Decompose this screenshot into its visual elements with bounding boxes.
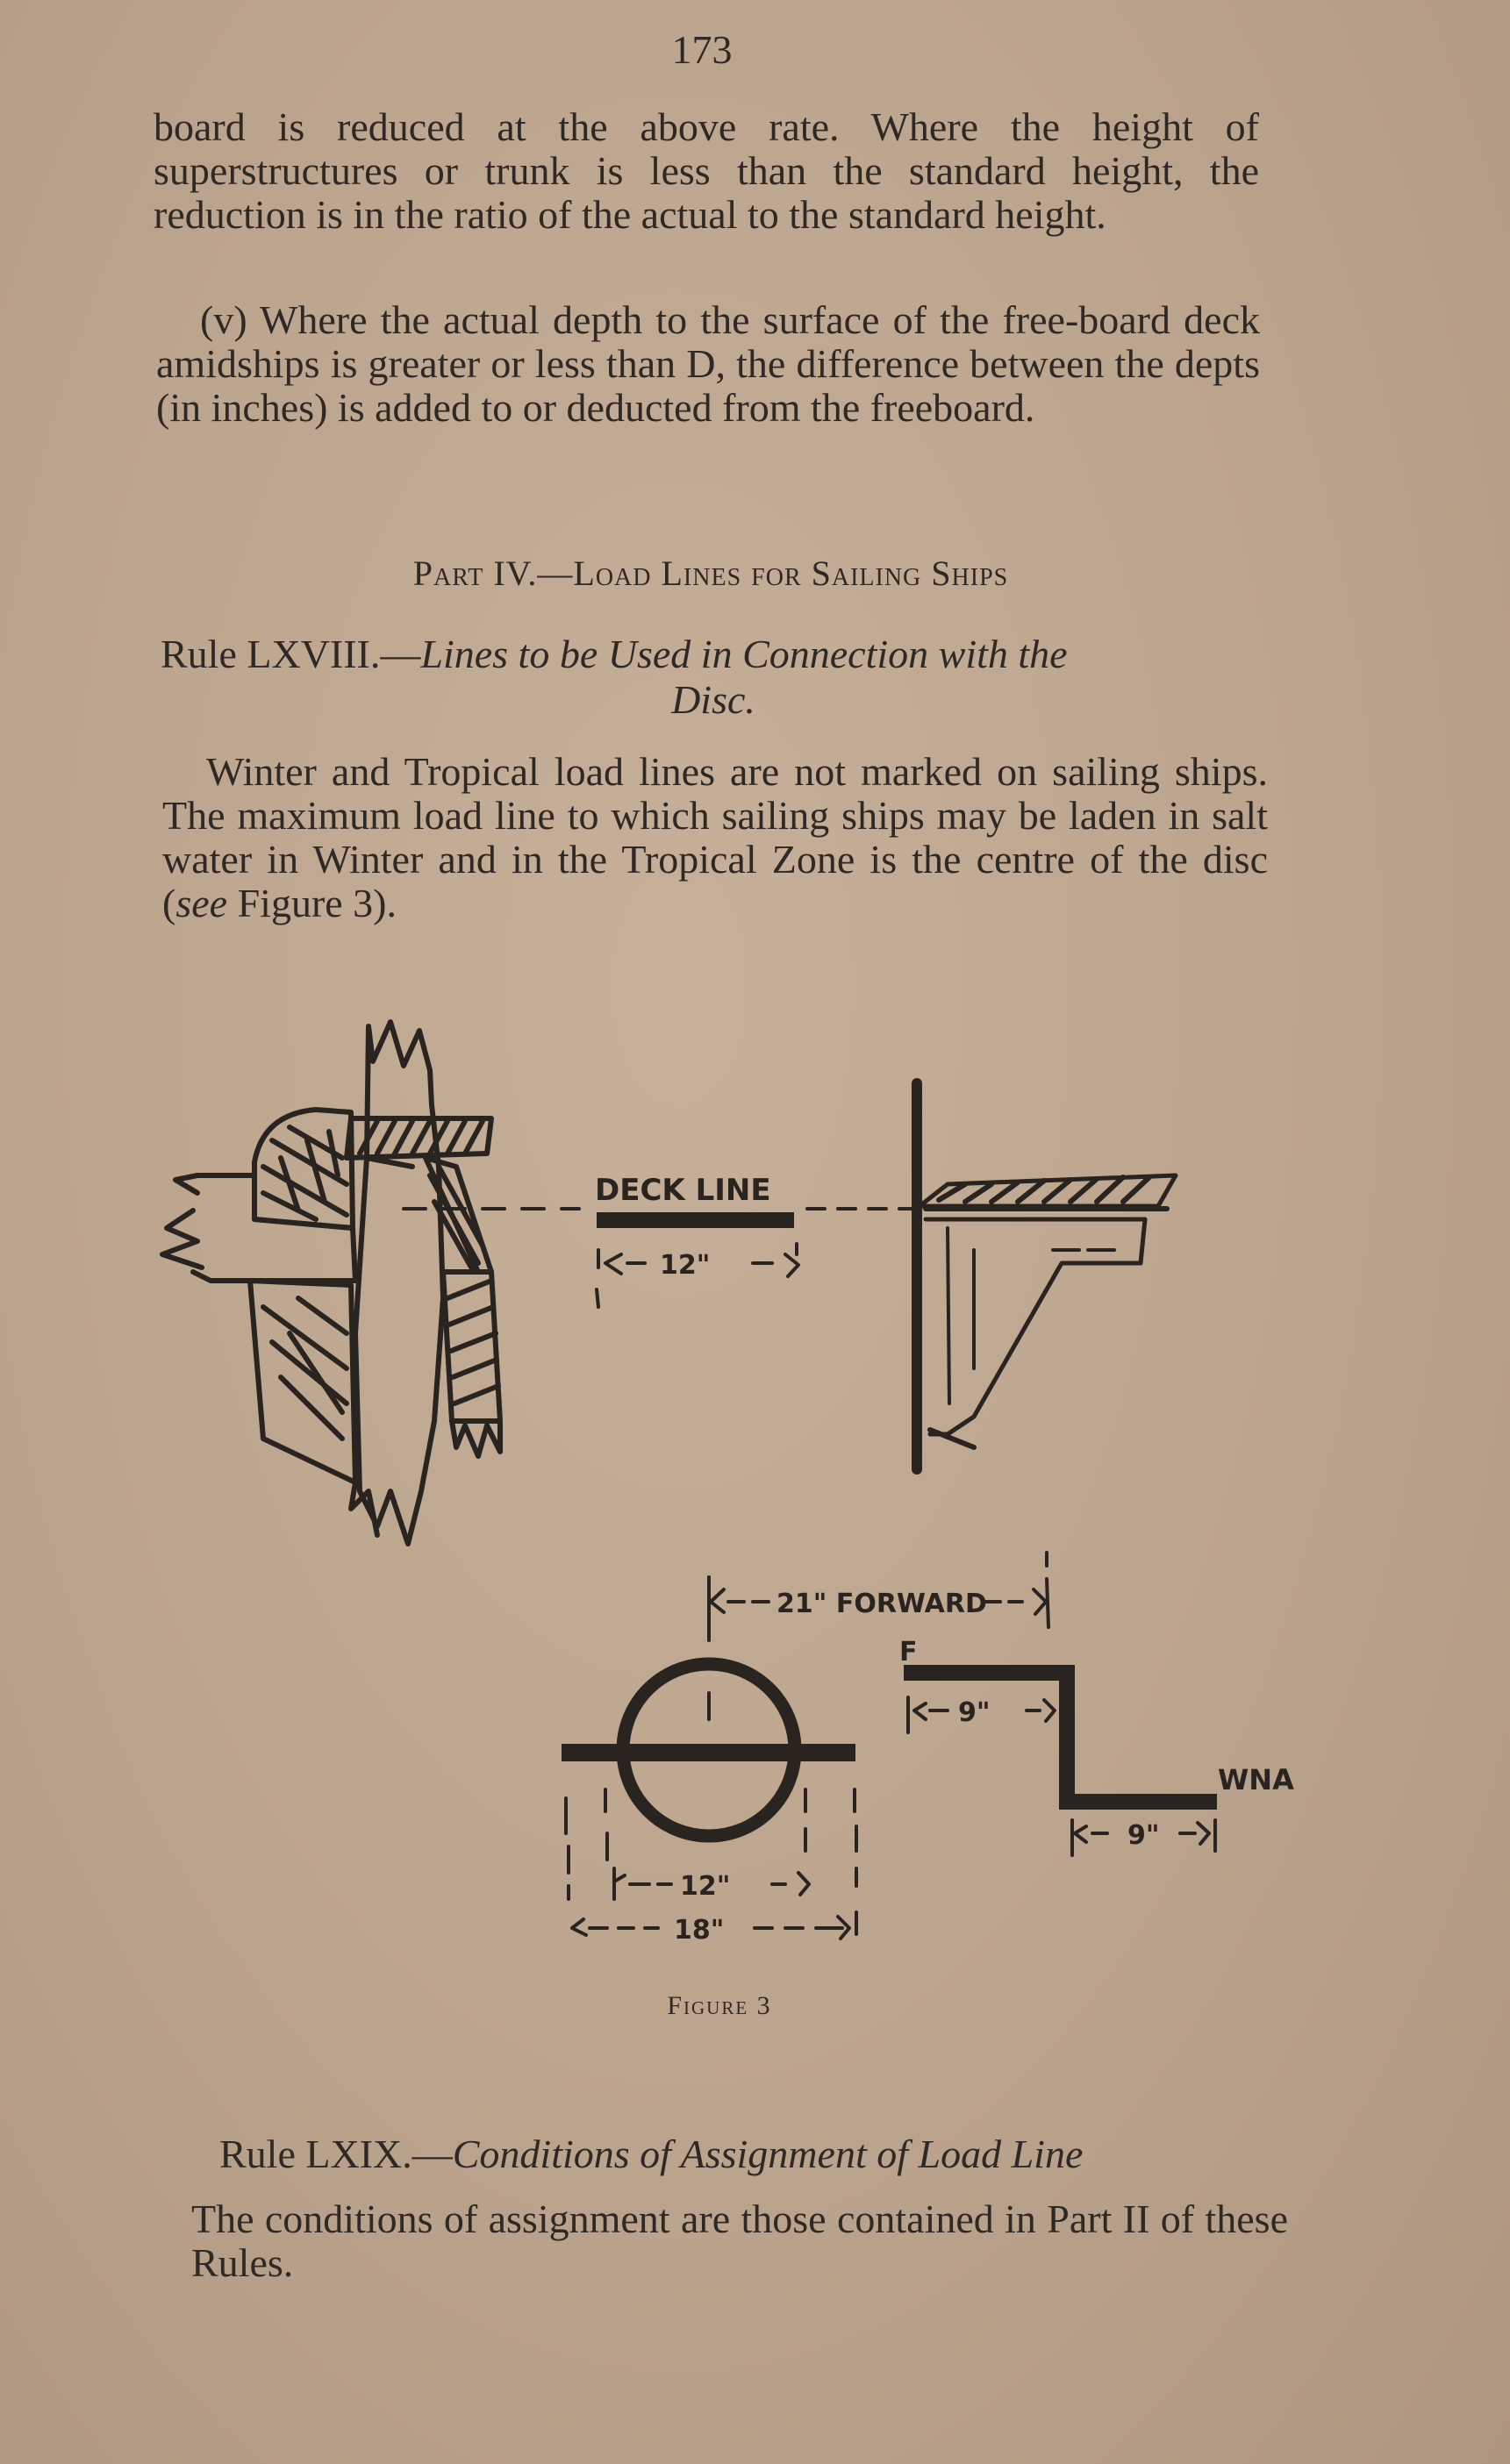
paragraph-depth-difference: (v) Where the actual depth to the surface of the free-board deck amidships is greater or less than D, the difference between the depts (in inches) is added to or deducted from the freeboard. [156,297,1260,430]
disc-width-label: 18" [674,1915,725,1946]
page-number: 173 [671,27,733,72]
f-label: F [899,1637,918,1668]
deck-line-label: DECK LINE [595,1173,771,1208]
rule-69-heading [219,2132,1290,2177]
rule-68-title-line2: Disc. [671,677,755,722]
deck-line-marker [404,1209,912,1307]
rule-68-number: Rule LXVIII.— [161,632,421,676]
paragraph-3-text-end: Figure 3). [227,881,397,925]
lower-arm-label: 9" [1127,1820,1160,1851]
upper-arm-label: 9" [958,1697,991,1728]
paragraph-3-text: Winter and Tropical load lines are not marked on sailing ships. The maximum load line to which sailing ships may be laden in salt water in Winter and in the Tropical Zone is the centre of the disc ( [162,749,1268,925]
figure-caption: Figure 3 [667,1991,772,2020]
ship-side-section-illustration [162,1022,500,1544]
rule-69-title: Conditions of Assignment of Load Line [452,2132,1084,2176]
wna-label: WNA [1218,1763,1294,1796]
bar-width-label: 12" [680,1871,731,1902]
rule-69-number: Rule LXIX.— [219,2132,453,2176]
deck-width-label: 12" [660,1250,711,1281]
steel-deck-section-illustration [917,1083,1176,1469]
paragraph-3-italic: see [175,881,228,925]
load-line-steps [904,1665,1217,1855]
part-heading: Part IV.—Load Lines for Sailing Ships [412,554,1009,593]
forward-distance-label: 21" FORWARD [776,1589,987,1619]
rule-68-title-line1: Lines to be Used in Connection with the [420,632,1068,676]
paragraph-conditions: The conditions of assignment are those contained in Part II of these Rules. [191,2196,1288,2285]
paragraph-freeboard-reduction: board is reduced at the above rate. Where the height of superstructures or trunk is less than the standard height, the reduction is in the ratio of the actual to the standard height. [154,104,1259,237]
